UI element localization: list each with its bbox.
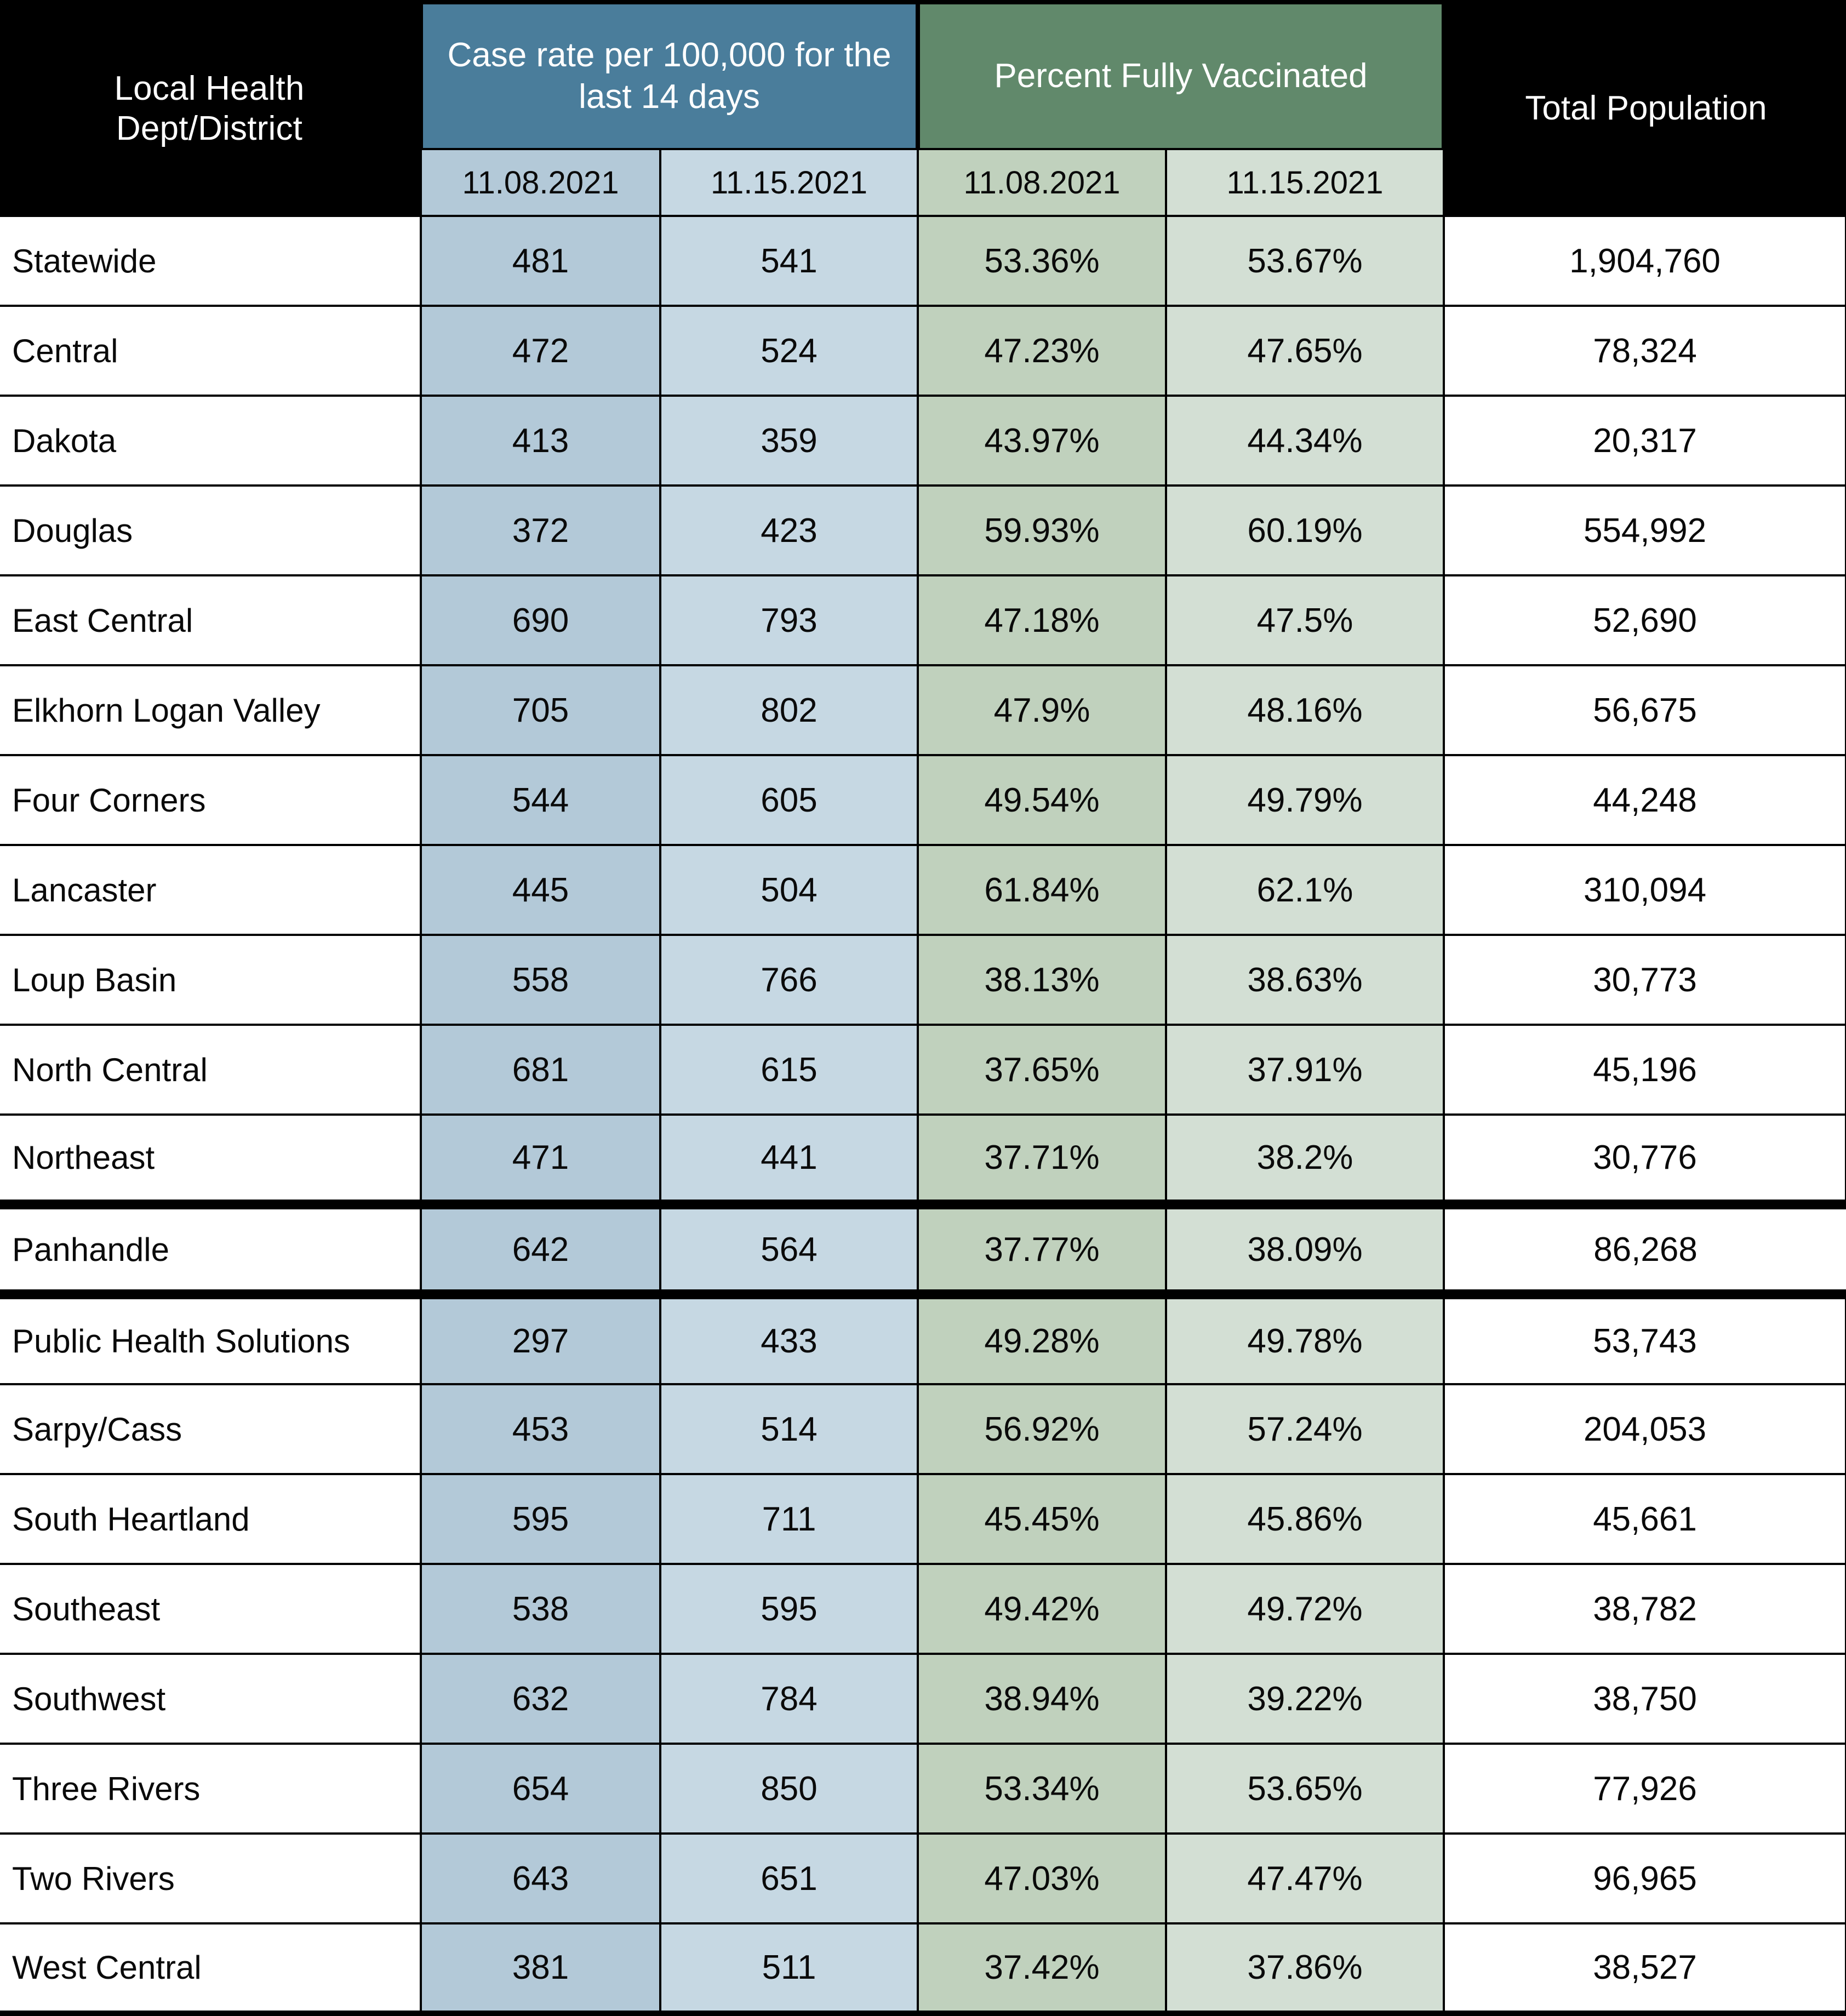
table-row	[0, 1294, 1846, 1384]
cell-total-population: 53,743	[1444, 1294, 1846, 1384]
cell-total-population: 310,094	[1444, 845, 1846, 935]
cell-case-rate-11-08-2021: 690	[421, 575, 660, 665]
cell-percent-vaccinated-11-08-2021: 38.13%	[918, 935, 1166, 1025]
cell-percent-vaccinated-11-15-2021: 62.1%	[1166, 845, 1444, 935]
cell-case-rate-11-08-2021: 632	[421, 1654, 660, 1744]
cell-percent-vaccinated-11-08-2021: 59.93%	[918, 486, 1166, 575]
cell-percent-vaccinated-11-15-2021: 47.47%	[1166, 1834, 1444, 1923]
cell-district-name: Four Corners	[0, 755, 421, 845]
cell-case-rate-11-15-2021: 441	[660, 1115, 918, 1204]
cell-district-name: East Central	[0, 575, 421, 665]
cell-case-rate-11-15-2021: 766	[660, 935, 918, 1025]
cell-total-population: 77,926	[1444, 1744, 1846, 1834]
cell-district-name: Loup Basin	[0, 935, 421, 1025]
table-row	[0, 1115, 1846, 1204]
cell-percent-vaccinated-11-08-2021: 49.42%	[918, 1564, 1166, 1654]
cell-total-population: 45,196	[1444, 1025, 1846, 1115]
table-row	[0, 486, 1846, 575]
cell-case-rate-11-08-2021: 472	[421, 306, 660, 396]
cell-percent-vaccinated-11-15-2021: 38.63%	[1166, 935, 1444, 1025]
cell-case-rate-11-08-2021: 372	[421, 486, 660, 575]
cell-district-name: Lancaster	[0, 845, 421, 935]
column-header-district-line2: Dept/District	[116, 110, 303, 147]
cell-district-name: South Heartland	[0, 1474, 421, 1564]
cell-case-rate-11-08-2021: 643	[421, 1834, 660, 1923]
table-row	[0, 1204, 1846, 1294]
subheader-vaccinated-11-08-2021: 11.08.2021	[918, 149, 1166, 216]
cell-district-name: Southwest	[0, 1654, 421, 1744]
group-header-case-rate	[421, 2, 918, 149]
cell-percent-vaccinated-11-15-2021: 53.67%	[1166, 216, 1444, 306]
cell-total-population: 86,268	[1444, 1204, 1846, 1294]
cell-percent-vaccinated-11-15-2021: 60.19%	[1166, 486, 1444, 575]
header-group-row	[0, 2, 1846, 149]
cell-case-rate-11-15-2021: 541	[660, 216, 918, 306]
cell-total-population: 20,317	[1444, 396, 1846, 486]
cell-case-rate-11-08-2021: 381	[421, 1923, 660, 2013]
cell-percent-vaccinated-11-15-2021: 37.86%	[1166, 1923, 1444, 2013]
table-body	[0, 216, 1846, 2013]
cell-case-rate-11-15-2021: 595	[660, 1564, 918, 1654]
cell-percent-vaccinated-11-15-2021: 38.2%	[1166, 1115, 1444, 1204]
cell-percent-vaccinated-11-15-2021: 38.09%	[1166, 1204, 1444, 1294]
cell-total-population: 30,773	[1444, 935, 1846, 1025]
cell-case-rate-11-08-2021: 538	[421, 1564, 660, 1654]
cell-percent-vaccinated-11-08-2021: 56.92%	[918, 1384, 1166, 1474]
table-row	[0, 1923, 1846, 2013]
cell-district-name: Three Rivers	[0, 1744, 421, 1834]
cell-case-rate-11-08-2021: 705	[421, 665, 660, 755]
cell-percent-vaccinated-11-15-2021: 39.22%	[1166, 1654, 1444, 1744]
table-header	[0, 2, 1846, 216]
subheader-case-rate-11-15-2021: 11.15.2021	[660, 149, 918, 216]
cell-district-name: Northeast	[0, 1115, 421, 1204]
cell-case-rate-11-08-2021: 297	[421, 1294, 660, 1384]
cell-district-name: Elkhorn Logan Valley	[0, 665, 421, 755]
cell-percent-vaccinated-11-15-2021: 49.72%	[1166, 1564, 1444, 1654]
cell-case-rate-11-08-2021: 471	[421, 1115, 660, 1204]
column-header-total-population: Total Population	[1444, 2, 1846, 216]
cell-case-rate-11-08-2021: 453	[421, 1384, 660, 1474]
cell-case-rate-11-15-2021: 850	[660, 1744, 918, 1834]
table-row	[0, 845, 1846, 935]
column-header-district	[0, 2, 421, 216]
cell-case-rate-11-08-2021: 642	[421, 1204, 660, 1294]
subheader-vaccinated-11-15-2021: 11.15.2021	[1166, 149, 1444, 216]
cell-district-name: Statewide	[0, 216, 421, 306]
cell-case-rate-11-15-2021: 564	[660, 1204, 918, 1294]
cell-case-rate-11-08-2021: 681	[421, 1025, 660, 1115]
table-row	[0, 306, 1846, 396]
cell-total-population: 554,992	[1444, 486, 1846, 575]
column-header-district-line1: Local Health	[114, 69, 305, 107]
table-row	[0, 1025, 1846, 1115]
cell-case-rate-11-15-2021: 784	[660, 1654, 918, 1744]
cell-district-name: Central	[0, 306, 421, 396]
cell-percent-vaccinated-11-08-2021: 43.97%	[918, 396, 1166, 486]
cell-district-name: North Central	[0, 1025, 421, 1115]
cell-district-name: West Central	[0, 1923, 421, 2013]
table-row	[0, 1834, 1846, 1923]
cell-case-rate-11-15-2021: 711	[660, 1474, 918, 1564]
cell-percent-vaccinated-11-08-2021: 47.18%	[918, 575, 1166, 665]
cell-case-rate-11-15-2021: 615	[660, 1025, 918, 1115]
cell-case-rate-11-08-2021: 413	[421, 396, 660, 486]
cell-case-rate-11-15-2021: 359	[660, 396, 918, 486]
cell-district-name: Public Health Solutions	[0, 1294, 421, 1384]
cell-case-rate-11-15-2021: 651	[660, 1834, 918, 1923]
cell-total-population: 44,248	[1444, 755, 1846, 845]
cell-percent-vaccinated-11-15-2021: 49.78%	[1166, 1294, 1444, 1384]
cell-percent-vaccinated-11-08-2021: 37.42%	[918, 1923, 1166, 2013]
cell-case-rate-11-15-2021: 504	[660, 845, 918, 935]
cell-total-population: 45,661	[1444, 1474, 1846, 1564]
cell-percent-vaccinated-11-15-2021: 57.24%	[1166, 1384, 1444, 1474]
cell-case-rate-11-15-2021: 433	[660, 1294, 918, 1384]
group-header-percent-fully-vaccinated: Percent Fully Vaccinated	[918, 2, 1444, 149]
cell-case-rate-11-08-2021: 558	[421, 935, 660, 1025]
cell-percent-vaccinated-11-08-2021: 49.28%	[918, 1294, 1166, 1384]
table-row	[0, 1654, 1846, 1744]
cell-district-name: Two Rivers	[0, 1834, 421, 1923]
cell-total-population: 38,527	[1444, 1923, 1846, 2013]
cell-total-population: 30,776	[1444, 1115, 1846, 1204]
cell-district-name: Douglas	[0, 486, 421, 575]
table-row	[0, 665, 1846, 755]
cell-percent-vaccinated-11-08-2021: 38.94%	[918, 1654, 1166, 1744]
cell-percent-vaccinated-11-15-2021: 37.91%	[1166, 1025, 1444, 1115]
table-row	[0, 1564, 1846, 1654]
cell-percent-vaccinated-11-08-2021: 53.36%	[918, 216, 1166, 306]
cell-percent-vaccinated-11-15-2021: 49.79%	[1166, 755, 1444, 845]
cell-district-name: Panhandle	[0, 1204, 421, 1294]
cell-percent-vaccinated-11-08-2021: 37.71%	[918, 1115, 1166, 1204]
cell-percent-vaccinated-11-15-2021: 53.65%	[1166, 1744, 1444, 1834]
table-row	[0, 935, 1846, 1025]
cell-percent-vaccinated-11-08-2021: 47.23%	[918, 306, 1166, 396]
table-row	[0, 1474, 1846, 1564]
cell-total-population: 96,965	[1444, 1834, 1846, 1923]
cell-percent-vaccinated-11-08-2021: 49.54%	[918, 755, 1166, 845]
table-row	[0, 216, 1846, 306]
group-header-case-rate-line1: Case rate per 100,000 for	[447, 36, 835, 75]
cell-total-population: 78,324	[1444, 306, 1846, 396]
cell-percent-vaccinated-11-15-2021: 44.34%	[1166, 396, 1444, 486]
cell-total-population: 1,904,760	[1444, 216, 1846, 306]
cell-percent-vaccinated-11-15-2021: 48.16%	[1166, 665, 1444, 755]
cell-percent-vaccinated-11-08-2021: 47.03%	[918, 1834, 1166, 1923]
cell-case-rate-11-15-2021: 605	[660, 755, 918, 845]
cell-case-rate-11-15-2021: 511	[660, 1923, 918, 2013]
cell-percent-vaccinated-11-15-2021: 45.86%	[1166, 1474, 1444, 1564]
cell-case-rate-11-15-2021: 514	[660, 1384, 918, 1474]
cell-percent-vaccinated-11-08-2021: 61.84%	[918, 845, 1166, 935]
cell-case-rate-11-08-2021: 595	[421, 1474, 660, 1564]
cell-percent-vaccinated-11-08-2021: 45.45%	[918, 1474, 1166, 1564]
cell-district-name: Southeast	[0, 1564, 421, 1654]
table-row	[0, 1744, 1846, 1834]
cell-percent-vaccinated-11-15-2021: 47.65%	[1166, 306, 1444, 396]
cell-percent-vaccinated-11-08-2021: 37.77%	[918, 1204, 1166, 1294]
cell-district-name: Dakota	[0, 396, 421, 486]
cell-percent-vaccinated-11-08-2021: 37.65%	[918, 1025, 1166, 1115]
cell-total-population: 56,675	[1444, 665, 1846, 755]
cell-case-rate-11-08-2021: 445	[421, 845, 660, 935]
cell-case-rate-11-15-2021: 524	[660, 306, 918, 396]
cell-total-population: 204,053	[1444, 1384, 1846, 1474]
cell-case-rate-11-08-2021: 654	[421, 1744, 660, 1834]
cell-percent-vaccinated-11-15-2021: 47.5%	[1166, 575, 1444, 665]
cell-total-population: 38,750	[1444, 1654, 1846, 1744]
group-header-case-rate-line2: the last 14 days	[579, 36, 891, 116]
cell-total-population: 38,782	[1444, 1564, 1846, 1654]
cell-case-rate-11-15-2021: 802	[660, 665, 918, 755]
cell-case-rate-11-08-2021: 544	[421, 755, 660, 845]
table-row	[0, 396, 1846, 486]
table-row	[0, 755, 1846, 845]
cell-total-population: 52,690	[1444, 575, 1846, 665]
cell-case-rate-11-15-2021: 793	[660, 575, 918, 665]
cell-percent-vaccinated-11-08-2021: 53.34%	[918, 1744, 1166, 1834]
table-row	[0, 575, 1846, 665]
cell-case-rate-11-15-2021: 423	[660, 486, 918, 575]
cell-district-name: Sarpy/Cass	[0, 1384, 421, 1474]
cell-case-rate-11-08-2021: 481	[421, 216, 660, 306]
subheader-case-rate-11-08-2021: 11.08.2021	[421, 149, 660, 216]
cell-percent-vaccinated-11-08-2021: 47.9%	[918, 665, 1166, 755]
table-row	[0, 1384, 1846, 1474]
